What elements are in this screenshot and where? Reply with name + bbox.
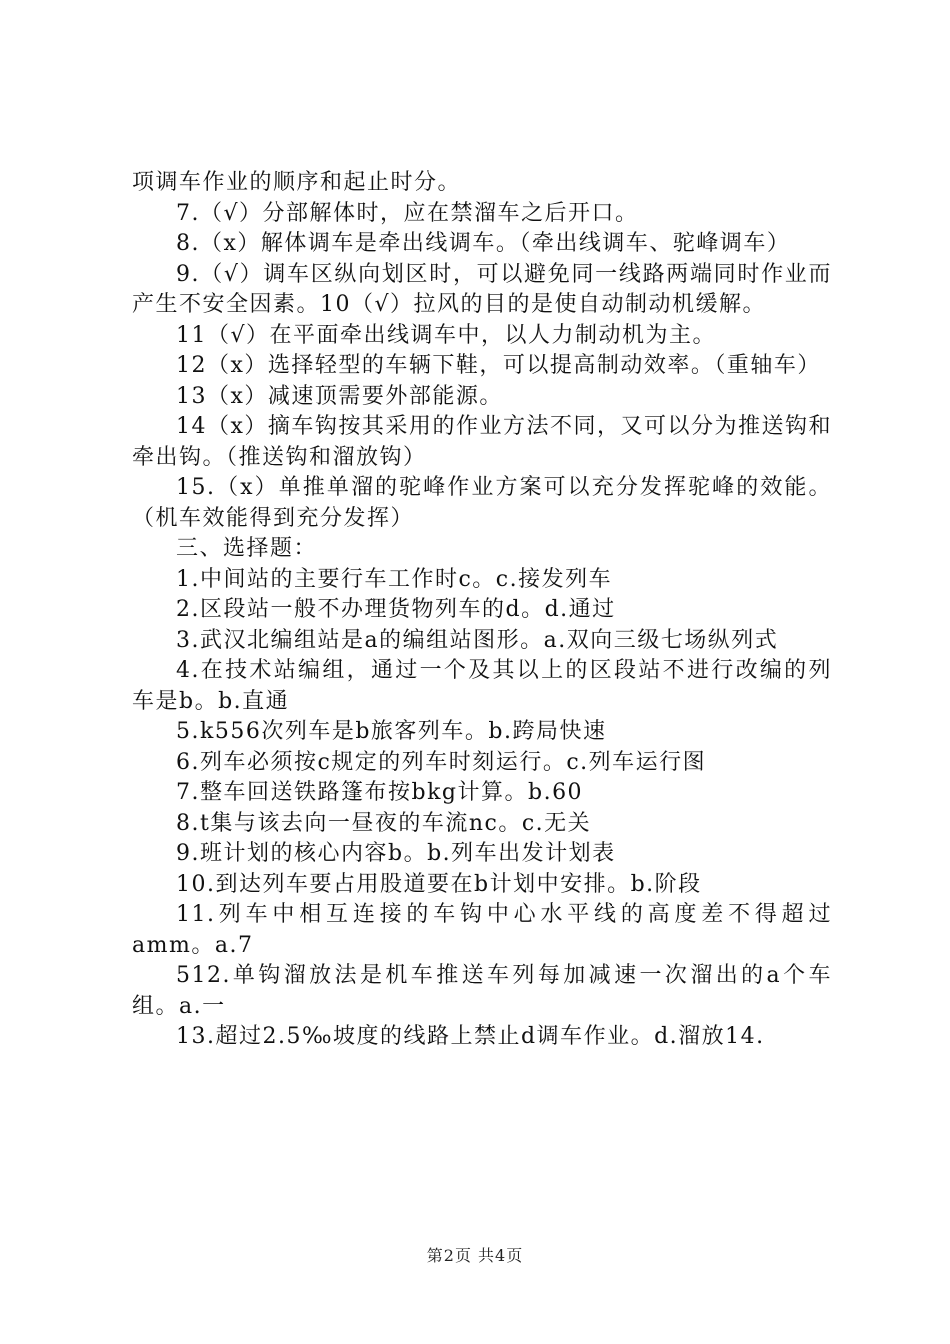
- paragraph: 13（x）减速顶需要外部能源。: [176, 383, 503, 409]
- paragraph: 8.t集与该去向一昼夜的车流nc。c.无关: [176, 810, 592, 836]
- paragraph: 9.（√）调车区纵向划区时，可以避免同一线路两端同时作业而产生不安全因素。10（√）拉风的目的是使自动制动机缓解。: [132, 261, 832, 317]
- paragraph: 7.整车回送铁路篷布按bkg计算。b.60: [176, 780, 584, 805]
- paragraph: 10.到达列车要占用股道要在b计划中安排。b.阶段: [176, 871, 702, 897]
- paragraph: 8.（x）解体调车是牵出线调车。（牵出线调车、驼峰调车）: [176, 231, 791, 256]
- paragraph: 项调车作业的顺序和起止时分。: [132, 170, 462, 195]
- paragraph: 6.列车必须按c规定的列车时刻运行。c.列车运行图: [176, 749, 707, 775]
- paragraph: 512.单钩溜放法是机车推送车列每加减速一次溜出的a个车组。a.一: [132, 963, 832, 1019]
- paragraph: 11.列车中相互连接的车钩中心水平线的高度差不得超过amm。a.7: [132, 902, 832, 958]
- paragraph: 2.区段站一般不办理货物列车的d。d.通过: [176, 597, 616, 622]
- paragraph: 1.中间站的主要行车工作时c。c.接发列车: [176, 566, 613, 592]
- paragraph: 三、选择题：: [176, 536, 318, 561]
- paragraph: 11（√）在平面牵出线调车中，以人力制动机为主。: [176, 322, 717, 348]
- paragraph: 12（x）选择轻型的车辆下鞋，可以提高制动效率。（重轴车）: [176, 353, 821, 378]
- paragraph: 4.在技术站编组，通过一个及其以上的区段站不进行改编的列车是b。b.直通: [132, 658, 832, 714]
- page-footer: 第2页 共4页: [426, 1246, 524, 1265]
- paragraph: 5.k556次列车是b旅客列车。b.跨局快速: [176, 719, 607, 744]
- document-body: [132, 168, 832, 1053]
- paragraph: 3.武汉北编组站是a的编组站图形。a.双向三级七场纵列式: [176, 627, 779, 653]
- paragraph: 15.（x）单推单溜的驼峰作业方案可以充分发挥驼峰的效能。（机车效能得到充分发挥）: [132, 475, 832, 531]
- paragraph: 7.（√）分部解体时，应在禁溜车之后开口。: [176, 200, 639, 226]
- paragraph: 14（x）摘车钩按其采用的作业方法不同，又可以分为推送钩和牵出钩。（推送钩和溜放钩）: [132, 414, 832, 470]
- paragraph: 13.超过2.5‰坡度的线路上禁止d调车作业。d.溜放14.: [176, 1024, 765, 1049]
- paragraph: 9.班计划的核心内容b。b.列车出发计划表: [176, 841, 616, 866]
